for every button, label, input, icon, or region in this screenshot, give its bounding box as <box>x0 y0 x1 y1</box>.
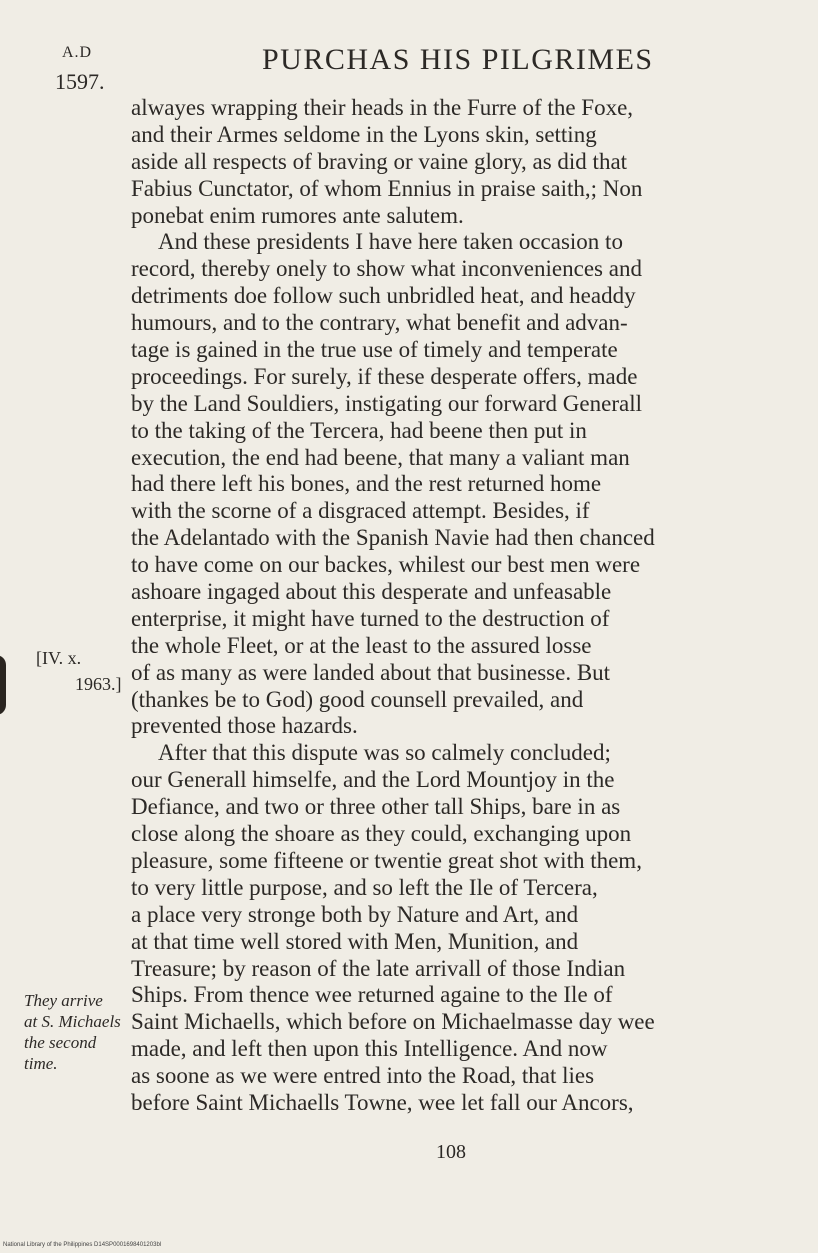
page-number: 108 <box>436 1141 466 1163</box>
text-line: made, and left then upon this Intelligence. And now <box>131 1036 608 1062</box>
margin-note-line: at S. Michaels <box>24 1012 121 1031</box>
text-line: to the taking of the Tercera, had beene then put in <box>131 417 587 443</box>
text-line: record, thereby onely to show what inconveniences and <box>131 256 642 282</box>
text-line: before Saint Michaells Towne, wee let fall our Ancors, <box>131 1089 634 1115</box>
text-line: tage is gained in the true use of timely and temperate <box>131 337 618 363</box>
text-line: ashoare ingaged about this desperate and unfeasable <box>131 579 612 605</box>
text-line: alwayes wrapping their heads in the Furre of the Foxe, <box>131 95 634 120</box>
text-line: pleasure, some fifteene or twentie great shot with them, <box>131 847 642 873</box>
margin-note-line: the second <box>24 1033 97 1052</box>
text-line: humours, and to the contrary, what benefit and advan- <box>131 310 628 336</box>
body-text <box>131 95 791 1117</box>
text-line: aside all respects of braving or vaine glory, as did that <box>131 148 628 174</box>
margin-note-line: time. <box>24 1054 58 1073</box>
running-title: PURCHAS HIS PILGRIMES <box>262 43 654 76</box>
text-line: a place very stronge both by Nature and Art, and <box>131 901 579 927</box>
text-line: Fabius Cunctator, of whom Ennius in praise saith,; Non <box>131 175 643 201</box>
margin-note <box>24 990 121 1074</box>
text-line: as soone as we were entred into the Road, that lies <box>131 1063 595 1089</box>
text-line: the whole Fleet, or at the least to the assured losse <box>131 632 592 658</box>
text-line: (thankes be to God) good counsell prevailed, and <box>131 686 584 712</box>
text-line: enterprise, it might have turned to the destruction of <box>131 605 610 631</box>
margin-note-line: They arrive <box>24 991 103 1010</box>
text-line: Treasure; by reason of the late arrivall of those Indian <box>131 955 626 981</box>
text-line: detriments doe follow such unbridled heat, and headdy <box>131 283 636 309</box>
text-line: to very little purpose, and so left the Ile of Tercera, <box>131 874 598 900</box>
text-line: with the scorne of a disgraced attempt. Besides, if <box>131 498 590 524</box>
text-line: at that time well stored with Men, Munition, and <box>131 928 579 954</box>
text-line: and their Armes seldome in the Lyons skin, setting <box>131 121 597 147</box>
text-line: Defiance, and two or three other tall Ships, bare in as <box>131 794 621 820</box>
text-line: ponebat enim rumores ante salutem. <box>131 202 464 228</box>
scan-credit: National Library of the Philippines D14SP0001698401203bl <box>3 1242 162 1248</box>
text-line: Saint Michaells, which before on Michaelmasse day wee <box>131 1009 655 1035</box>
text-line: After that this dispute was so calmely concluded; <box>158 740 611 766</box>
text-line: of as many as were landed about that businesse. But <box>131 659 611 685</box>
text-line: by the Land Souldiers, instigating our forward Generall <box>131 390 642 416</box>
text-line: Ships. From thence wee returned againe to the Ile of <box>131 982 613 1008</box>
text-line: to have come on our backes, whilest our best men were <box>131 552 641 578</box>
text-line: And these presidents I have here taken occasion to <box>158 229 623 255</box>
year-value: 1597. <box>55 69 105 94</box>
text-line: close along the shoare as they could, exchanging upon <box>131 821 632 847</box>
margin-shadow <box>0 655 6 715</box>
text-line: our Generall himselfe, and the Lord Mountjoy in the <box>131 767 615 793</box>
volume-reference-line1: [IV. x. <box>36 648 82 668</box>
text-line: execution, the end had beene, that many a valiant man <box>131 444 630 470</box>
text-line: proceedings. For surely, if these desperate offers, made <box>131 363 638 389</box>
text-line: the Adelantado with the Spanish Navie had then chanced <box>131 525 655 551</box>
text-line: prevented those hazards. <box>131 713 358 739</box>
text-line: had there left his bones, and the rest returned home <box>131 471 602 497</box>
year-label: A.D <box>62 44 93 61</box>
volume-reference-line2: 1963.] <box>75 674 122 694</box>
